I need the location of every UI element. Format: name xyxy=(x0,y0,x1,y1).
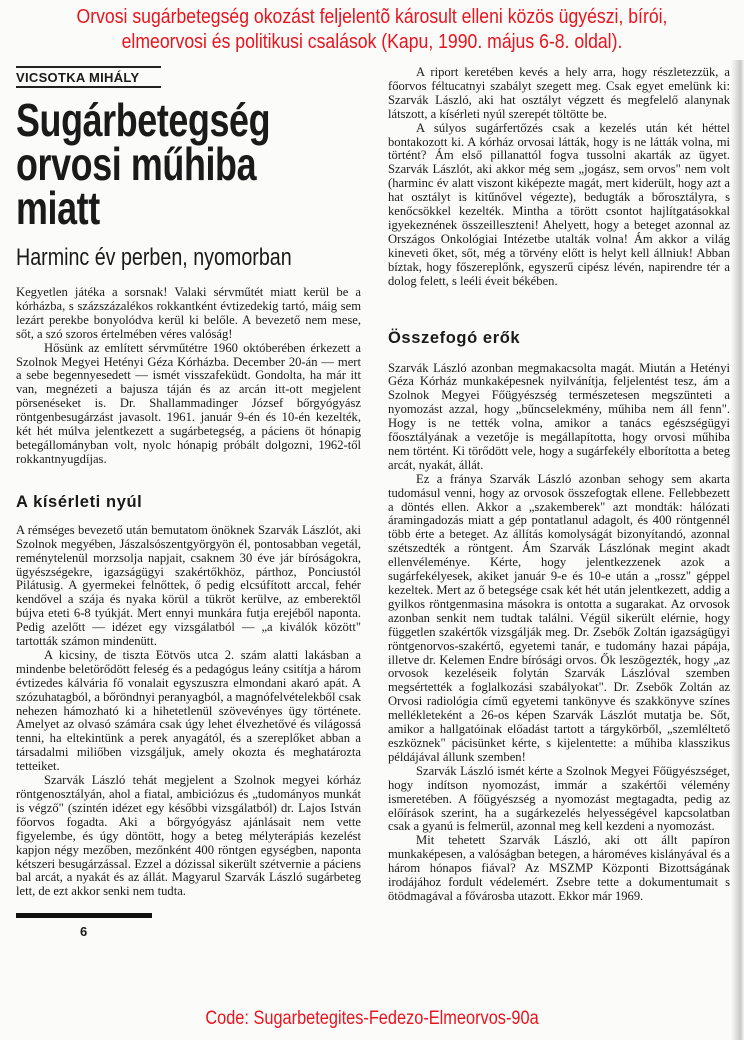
paragraph: Szarvák László azonban megmakacsolta magát. Miután a Hetényi Géza Kórház munkaképesnek nyilvánítja, feljelentést tesz, ám a Szolnok Megyei Főügyészség természetesen megszünteti a nyomozást azzal, hogy „bűncselekmény, műhiba nem áll fenn". Hogy is ne tették volna, amikor a tanács egészségügyi főosztályának a vezetője is megállapította, hogy orvosi műhiba nem történt. Ki törődött vele, hogy a sugárfekély elborította a beteg arcát, nyakát, állát. xyxy=(388,360,730,472)
annotation-line-2: elmeorvosi és politikusi csalások (Kapu, 1990. május 6-8. oldal). xyxy=(121,30,623,53)
paragraph: Kegyetlen játéka a sorsnak! Valaki sérvműtét miatt kerül be a kórházba, s százszázalékos rokkantként évtizedekig tartó, máig sem lezárt perekbe bonyolódva kerül ki belőle. A bevezető nem mese, sőt, a szó szoros értelmében véres valóság! xyxy=(16,285,361,341)
section-osszefogo-erok-text xyxy=(388,362,730,904)
paragraph: Szarvák László tehát megjelent a Szolnok megyei kórház röntgenosztályán, ahol a fiatal, ambiciózus és „tudományos munkát is végző" (szintén idézet egy későbbi vizsgálatból) dr. Lajos István főorvos fogadta. Aki a bőrgyógyász ajánlásait nem vette figyelembe, és úgy döntött, hogy a beteg mélyterápiás kezelést kapjon négy mezőben, mezőnként 400 röntgen egységben, naponta kétszeri besugárzással. Ezzel a dózissal sikerült szétvernie a páciens bal arcát, a nyakát és az állát. Magyarul Szarvák László sugárbeteg lett, de ezt akkor senki nem tudta. xyxy=(16,773,361,899)
section-kiserleti-nyul-text xyxy=(16,524,361,899)
right-intro-text xyxy=(388,66,730,289)
paragraph: A rémséges bevezető után bemutatom önöknek Szarvák Lászlót, aki Szolnok megyében, Jászalsószentgyörgyön él, pontosabban vegetál, reménytelenül morzsolja napjait, csaknem 30 éve jár bíróságokra, ügyészségekre, igazságügyi szakértőkhöz, párthoz, Ponciustól Pilátusig. A gyermekei felnőttek, ő pedig elcsúfított arccal, fehér kendővel a szája és nyaka körül a tükröt kerülve, az emberektől bújva eteti 6-8 tyúkját. Mert ennyi munkára futja erejéből naponta. Pedig azelőtt — idézet egy vizsgálatból — „a kiválók között" tartották számon mindenütt. xyxy=(16,522,361,649)
paragraph: Hősünk az említett sérvműtétre 1960 októberében érkezett a Szolnok Megyei Hetényi Géza Kórházba. December 20-án — mert a sebe begennyesedett — ismét visszafeküdt. Gondolta, ha már itt van, megnézeti a bajusza táján és az arcán itt-ott megjelent pörsenéseket is. Dr. Shallammadinger József bőrgyógyász röntgenbesugárzást javasolt. 1961. január 9-én és 10-én kezelték, két hét múlva jelentkezett a sugárbetegség, a páciens öt hónapig betegállományban volt, nyolc hónapig próbált dolgozni, 1962-től rokkantnyugdíjas. xyxy=(16,340,361,466)
headline-line-3: miatt xyxy=(16,182,100,234)
author-byline: VICSOTKA MIHÁLY xyxy=(16,66,161,88)
article-subheadline: Harminc év perben, nyomorban xyxy=(16,244,292,271)
paragraph: Szarvák László ismét kérte a Szolnok Megyei Főügyészséget, hogy indítson nyomozást, immár a szakértői vélemény ismeretében. A főügyészség a nyomozást megtagadta, pedig az előírások szerint, ha a sugárkezelés helyességével kapcsolatban csak a gyanú is felmerül, azonnal meg kell kezdeni a nyomozást. xyxy=(388,763,730,834)
section-heading-kiserleti-nyul: A kísérleti nyúl xyxy=(16,492,143,511)
intro-text xyxy=(16,286,361,467)
paragraph: Ez a fránya Szarvák László azonban sehogy sem akarta tudomásul venni, hogy az orvosok összefogtak ellene. Fellebbezett a döntés ellen. Akkor a „szakemberek" azt mondták: hálózati áramingadozás miatt a gép pontatlanul adagolt, és 400 röntgennél több érte a beteget. Az állítás komolyságát bizonyítandó, azonnal szétszedték a röntgent. Ám Szarvák Lászlónak megint akadt ellenvéleménye. Kérte, hogy jelentkezzenek azok a sugárfekélyesek, akiket január 9-e és 10-e után a „rossz" géppel kezeltek. Mert az ő betegsége csak két hét után jelentkezett, addig a gyilkos röntgenmasina másokra is ontotta a sugarakat. Az orvosok azonban senkit nem tudtak találni. Végül sikerült elérnie, hogy független szakértők vizsgálják meg. Dr. Zsebők Zoltán igazságügyi röntgenorvos-szakértő, egyetemi tanár, e tudomány hazai pápája, illetve dr. Kelemen Endre bírósági orvos. Ők leszögezték, hogy „az orvosok kezeléseik folytán Szarvák Lászlóval szemben megsértették a foglalkozási szabályokat". Dr. Zsebők Zoltán az Orvosi radiológia című egyetemi tankönyve és szakkönyve színes mellékleteként a 26-os képen Szarvák Lászlót mutatja be. Sőt, amikor a hallgatóinak előadást tartott a tárgykörből, „szemléltető eszköznek" pácisünket kérte, s kijelentette: a műhiba klasszikus példájával állunk szemben! xyxy=(388,471,730,764)
left-column xyxy=(16,66,361,939)
article-headline xyxy=(16,94,344,234)
paragraph: A riport keretében kevés a hely arra, hogy részletezzük, a főorvos féltucatnyi szabályt szegett meg. Csak egyet emelünk ki: Szarvák László, aki hat osztályt végzett és megfelelő alanynak látszott, a kísérleti nyúl szerepét töltötte be. xyxy=(388,65,730,121)
headline-line-2: orvosi műhiba xyxy=(16,138,257,190)
paragraph: A kicsiny, de tiszta Eötvös utca 2. szám alatti lakásban a mindenbe beletörődött feleség és a pedagógus leány csitítja a három évtizedes kálvária fő vonalait egyszuszra elmondani akaró apát. A szózuhatagból, a bőröndnyi peranyagból, a magnófelvételekből csak nehezen hámozható ki a hihetetlenül szövevényes ügy története. Amelyet az olvasó számára csak úgy lehet élvezhetővé és világossá tenni, ha eltekintünk a perek anyagától, és a szereplőket abban a társadalmi miliőben vizsgáljuk, amely okozta és meghatározta tetteiket. xyxy=(16,647,361,774)
page-edge-shadow xyxy=(730,60,744,1040)
paragraph: Mit tehetett Szarvák László, aki ott állt papíron munkaképesen, a valóságban betegen, a hároméves kislányával és a három hónapos fiával? Az MSZMP Központi Bizottságának irodájához fordult védelemért. Zsebre tette a dokumentumait s ötödmagával a fővárosba utazott. Ekkor már 1969. xyxy=(388,833,730,903)
paragraph: A súlyos sugárfertőzés csak a kezelés után két héttel bontakozott ki. A kórház orvosai látták, hogy is ne látták volna, mi történt? Ám első pillanattól fogva tussolni akarták az ügyet. Szarvák Lászlót, aki akkor még sem „jogász, sem orvos" nem volt (harminc év alatt viszont kiképezte magát, mert kiderült, hogy azt a hat osztályt is kitűnővel végezte), bedugták a bőrosztályra, s kenőcsökkel kezelték. Mintha a törött csontot hajlítgatásokkal igyekeznének összeilleszteni! Ahelyett, hogy a beteget azonnal az Országos Onkológiai Intézetbe utalták volna! Ám akkor a világ kineveti őket, sőt, még a törvény előtt is helyt kell állniuk! Abban bíztak, hogy főszereplőnk, egyszerű cipész lévén, napirendre tér a dolog felett, s leéli éveit békében. xyxy=(388,120,730,288)
annotation-line-1: Orvosi sugárbetegség okozást feljelentõ károsult elleni közös ügyészi, bírói, xyxy=(76,5,668,28)
headline-line-1: Sugárbetegség xyxy=(16,94,271,146)
page-number: 6 xyxy=(80,924,88,940)
right-column xyxy=(388,66,730,904)
document-code-label: Code: Sugarbetegites-Fedezo-Elmeorvos-90a xyxy=(205,1008,539,1029)
footer-rule xyxy=(16,913,152,918)
red-annotation-caption xyxy=(52,4,692,54)
section-heading-osszefogo-erok: Összefogó erők xyxy=(388,328,521,347)
